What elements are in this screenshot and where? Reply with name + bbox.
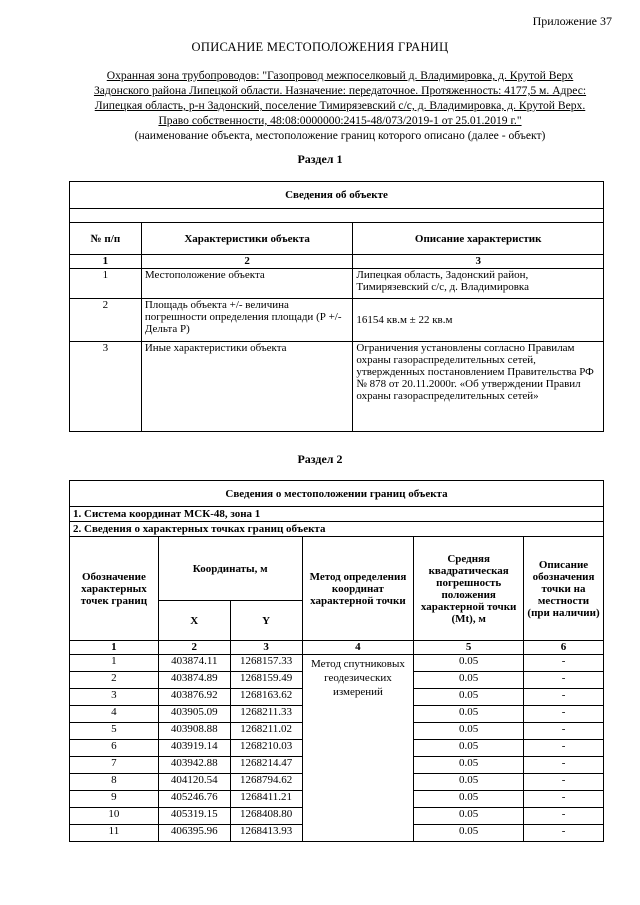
- point-y: 1268794.62: [230, 774, 302, 791]
- point-error: 0.05: [414, 723, 524, 740]
- document-title: ОПИСАНИЕ МЕСТОПОЛОЖЕНИЯ ГРАНИЦ: [191, 40, 449, 54]
- point-id: 7: [70, 757, 159, 774]
- row-description: Ограничения установлены согласно Правилам охраны газораспределительных сетей, утвержденных постановлением Правительства РФ № 878 от 20.11.2000г. «Об утверждении Правил охраны газораспределительных сетей»: [353, 342, 604, 432]
- point-id: 6: [70, 740, 159, 757]
- point-x: 405246.76: [158, 791, 230, 808]
- col-coordinates-header: Координаты, м: [158, 537, 302, 601]
- point-y: 1268411.21: [230, 791, 302, 808]
- coordinate-system: 1. Система координат МСК-48, зона 1: [70, 507, 604, 522]
- point-id: 3: [70, 689, 159, 706]
- col-index: 6: [524, 641, 604, 655]
- point-error: 0.05: [414, 655, 524, 672]
- point-description: -: [524, 706, 604, 723]
- table-row: [70, 655, 604, 672]
- point-x: 403905.09: [158, 706, 230, 723]
- object-info-table-title: Сведения об объекте: [70, 182, 604, 209]
- col-index: 3: [353, 255, 604, 269]
- col-index: 2: [141, 255, 353, 269]
- appendix-label: Приложение 37: [532, 14, 612, 28]
- row-characteristic: Площадь объекта +/- величина погрешности определения площади (Р +/- Дельта Р): [141, 299, 353, 342]
- col-index: 1: [70, 255, 142, 269]
- col-index: 4: [302, 641, 414, 655]
- row-characteristic: Местоположение объекта: [141, 269, 353, 299]
- point-error: 0.05: [414, 706, 524, 723]
- point-description: -: [524, 723, 604, 740]
- point-y: 1268211.02: [230, 723, 302, 740]
- section-2-heading: Раздел 2: [297, 452, 343, 466]
- point-error: 0.05: [414, 672, 524, 689]
- col-index: 1: [70, 641, 159, 655]
- col-index: 3: [230, 641, 302, 655]
- point-error: 0.05: [414, 825, 524, 842]
- point-error: 0.05: [414, 757, 524, 774]
- point-x: 405319.15: [158, 808, 230, 825]
- object-description: [60, 68, 620, 143]
- point-y: 1268210.03: [230, 740, 302, 757]
- point-x: 406395.96: [158, 825, 230, 842]
- row-description: 16154 кв.м ± 22 кв.м: [353, 299, 604, 342]
- point-x: 403919.14: [158, 740, 230, 757]
- col-point-description-header: Описание обозначения точки на местности (при наличии): [524, 537, 604, 641]
- point-id: 8: [70, 774, 159, 791]
- point-description: -: [524, 791, 604, 808]
- object-caption: (наименование объекта, местоположение границ которого описано (далее - объект): [134, 129, 546, 142]
- point-description: -: [524, 757, 604, 774]
- col-characteristic-header: Характеристики объекта: [141, 223, 353, 255]
- point-id: 1: [70, 655, 159, 672]
- object-line-2: Задонского района Липецкой области. Назначение: передаточное. Протяженность: 4177,5 м. Адрес:: [93, 84, 587, 97]
- points-section-title: 2. Сведения о характерных точках границ объекта: [70, 522, 604, 537]
- point-description: -: [524, 740, 604, 757]
- point-id: 10: [70, 808, 159, 825]
- col-method-header: Метод определения координат характерной точки: [302, 537, 414, 641]
- object-line-3: Липецкая область, р-н Задонский, поселение Тимирязевский с/с, д. Владимировка, д. Крутой Верх.: [94, 99, 586, 112]
- object-line-4: Право собственности, 48:08:0000000:2415-48/073/2019-1 от 25.01.2019 г.": [158, 114, 522, 127]
- point-y: 1268214.47: [230, 757, 302, 774]
- point-description: -: [524, 689, 604, 706]
- object-line-1: Охранная зона трубопроводов: "Газопровод межпоселковый д. Владимировка, д. Крутой Верх: [106, 69, 574, 82]
- col-number-header: № п/п: [70, 223, 142, 255]
- point-y: 1268163.62: [230, 689, 302, 706]
- point-error: 0.05: [414, 791, 524, 808]
- row-number: 2: [70, 299, 142, 342]
- point-error: 0.05: [414, 774, 524, 791]
- point-id: 4: [70, 706, 159, 723]
- point-y: 1268211.33: [230, 706, 302, 723]
- point-id: 5: [70, 723, 159, 740]
- col-point-header: Обозначение характерных точек границ: [70, 537, 159, 641]
- point-x: 403876.92: [158, 689, 230, 706]
- boundary-table-title: Сведения о местоположении границ объекта: [70, 481, 604, 507]
- point-id: 9: [70, 791, 159, 808]
- point-y: 1268413.93: [230, 825, 302, 842]
- row-number: 1: [70, 269, 142, 299]
- col-x-header: X: [158, 601, 230, 641]
- point-x: 403942.88: [158, 757, 230, 774]
- point-error: 0.05: [414, 689, 524, 706]
- point-error: 0.05: [414, 740, 524, 757]
- object-info-table: [69, 181, 604, 432]
- point-description: -: [524, 672, 604, 689]
- col-y-header: Y: [230, 601, 302, 641]
- row-characteristic: Иные характеристики объекта: [141, 342, 353, 432]
- point-y: 1268159.49: [230, 672, 302, 689]
- point-y: 1268408.80: [230, 808, 302, 825]
- point-description: -: [524, 774, 604, 791]
- point-id: 2: [70, 672, 159, 689]
- col-index: 5: [414, 641, 524, 655]
- table-row: [70, 269, 604, 299]
- table-row: [70, 299, 604, 342]
- section-1-heading: Раздел 1: [297, 152, 343, 166]
- point-x: 404120.54: [158, 774, 230, 791]
- point-x: 403874.89: [158, 672, 230, 689]
- table-row: [70, 342, 604, 432]
- point-method: Метод спутниковых геодезических измерений: [302, 655, 414, 842]
- point-id: 11: [70, 825, 159, 842]
- empty-row: [70, 209, 604, 223]
- row-description: Липецкая область, Задонский район, Тимирязевский с/с, д. Владимировка: [353, 269, 604, 299]
- point-x: 403874.11: [158, 655, 230, 672]
- col-error-header: Средняя квадратическая погрешность положения характерной точки (Mt), м: [414, 537, 524, 641]
- point-y: 1268157.33: [230, 655, 302, 672]
- point-description: -: [524, 655, 604, 672]
- point-description: -: [524, 825, 604, 842]
- col-index: 2: [158, 641, 230, 655]
- point-description: -: [524, 808, 604, 825]
- col-description-header: Описание характеристик: [353, 223, 604, 255]
- row-number: 3: [70, 342, 142, 432]
- point-error: 0.05: [414, 808, 524, 825]
- boundary-points-table: [69, 480, 604, 842]
- point-x: 403908.88: [158, 723, 230, 740]
